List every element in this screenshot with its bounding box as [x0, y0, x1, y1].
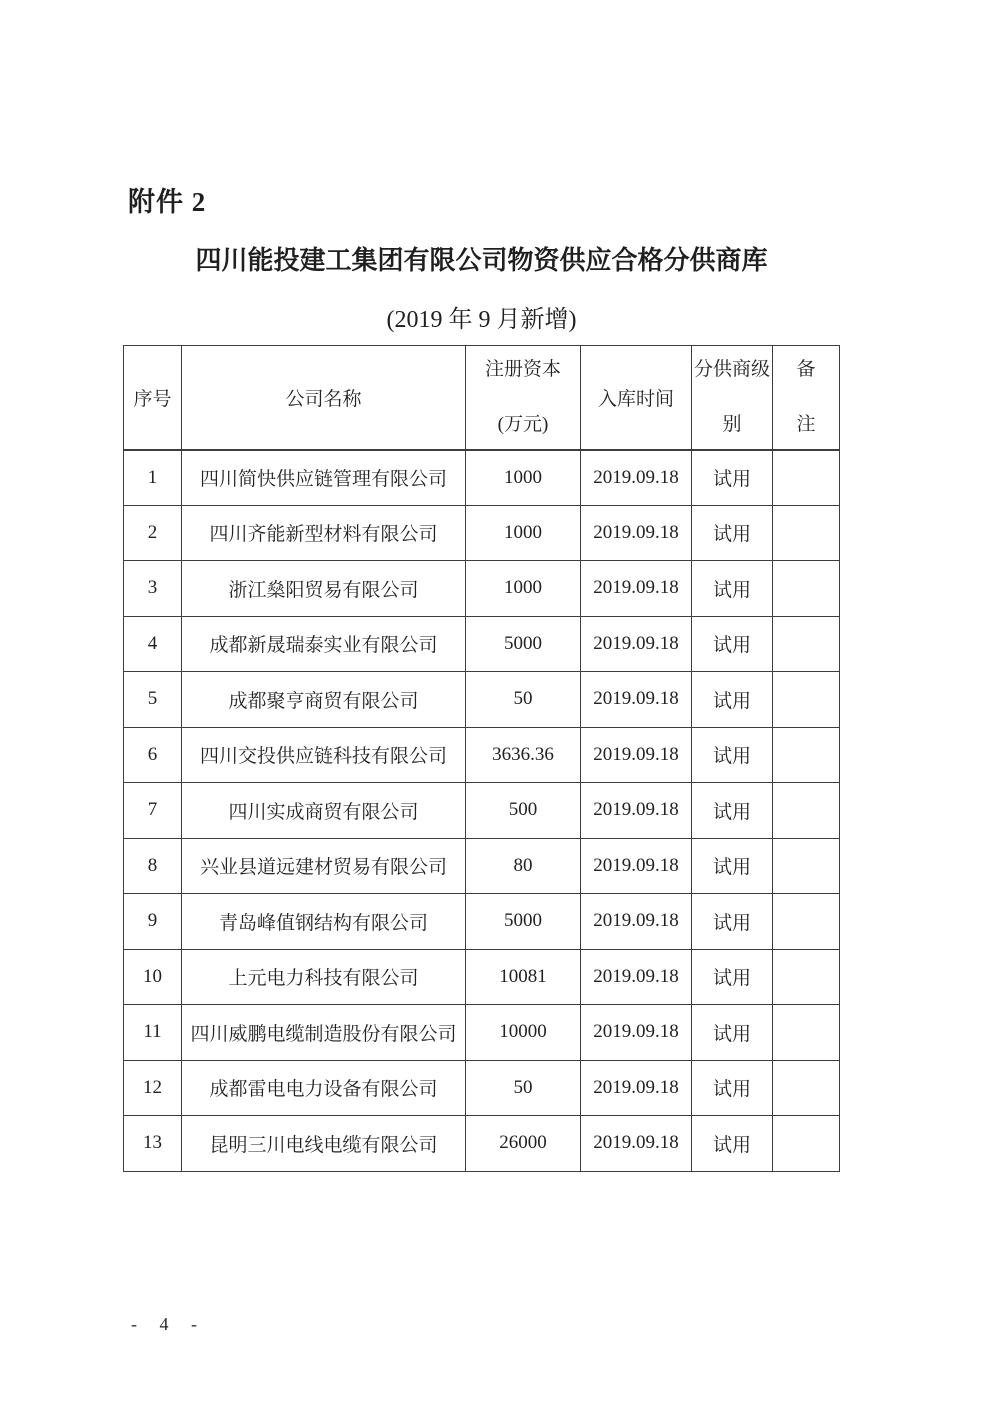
table-row	[124, 838, 840, 894]
cell-index: 10	[124, 949, 182, 1005]
cell-capital: 5000	[466, 894, 581, 950]
cell-level: 试用	[692, 450, 773, 506]
header-cell-level	[692, 346, 773, 450]
cell-capital: 3636.36	[466, 727, 581, 783]
table-row	[124, 505, 840, 561]
cell-remark	[773, 894, 840, 950]
cell-level: 试用	[692, 727, 773, 783]
cell-level: 试用	[692, 894, 773, 950]
cell-index: 6	[124, 727, 182, 783]
cell-index: 5	[124, 672, 182, 728]
cell-date: 2019.09.18	[581, 727, 692, 783]
table-row	[124, 727, 840, 783]
cell-capital: 5000	[466, 616, 581, 672]
cell-index: 13	[124, 1116, 182, 1172]
cell-date: 2019.09.18	[581, 838, 692, 894]
header-level-label-line2: 别	[722, 414, 742, 436]
cell-company: 成都雷电电力设备有限公司	[182, 1060, 466, 1116]
table-row	[124, 450, 840, 506]
cell-company: 浙江燊阳贸易有限公司	[182, 561, 466, 617]
cell-remark	[773, 1005, 840, 1061]
cell-company: 成都新晟瑞泰实业有限公司	[182, 616, 466, 672]
cell-date: 2019.09.18	[581, 894, 692, 950]
cell-date: 2019.09.18	[581, 1116, 692, 1172]
cell-remark	[773, 1116, 840, 1172]
cell-date: 2019.09.18	[581, 561, 692, 617]
cell-date: 2019.09.18	[581, 1060, 692, 1116]
cell-capital: 50	[466, 1060, 581, 1116]
cell-capital: 10000	[466, 1005, 581, 1061]
header-remark-label-line1: 备	[796, 359, 816, 381]
cell-company: 兴业县道远建材贸易有限公司	[182, 838, 466, 894]
cell-capital: 1000	[466, 450, 581, 506]
header-capital-label-line2: (万元)	[497, 414, 549, 436]
table-row	[124, 949, 840, 1005]
header-company-label: 公司名称	[285, 388, 362, 410]
cell-date: 2019.09.18	[581, 450, 692, 506]
table-row	[124, 1116, 840, 1172]
cell-level: 试用	[692, 561, 773, 617]
cell-index: 9	[124, 894, 182, 950]
cell-capital: 1000	[466, 505, 581, 561]
cell-level: 试用	[692, 838, 773, 894]
cell-capital: 80	[466, 838, 581, 894]
header-capital-label-line1: 注册资本	[484, 359, 561, 381]
page-number: - 4 -	[131, 1314, 206, 1334]
header-index-label: 序号	[133, 388, 172, 410]
header-cell-capital	[466, 346, 581, 450]
cell-capital: 50	[466, 672, 581, 728]
cell-date: 2019.09.18	[581, 1005, 692, 1061]
cell-company: 四川交投供应链科技有限公司	[182, 727, 466, 783]
page-title: 四川能投建工集团有限公司物资供应合格分供商库	[195, 246, 768, 275]
cell-date: 2019.09.18	[581, 505, 692, 561]
page-subtitle: (2019 年 9 月新增)	[386, 307, 577, 333]
cell-capital: 26000	[466, 1116, 581, 1172]
table-row	[124, 672, 840, 728]
cell-index: 4	[124, 616, 182, 672]
cell-level: 试用	[692, 1005, 773, 1061]
cell-company: 青岛峰值钢结构有限公司	[182, 894, 466, 950]
cell-index: 12	[124, 1060, 182, 1116]
supplier-table-container	[123, 345, 840, 1172]
cell-remark	[773, 1060, 840, 1116]
attachment-label: 附件 2	[128, 187, 207, 217]
cell-company: 四川威鹏电缆制造股份有限公司	[182, 1005, 466, 1061]
header-cell-date	[581, 346, 692, 450]
cell-level: 试用	[692, 949, 773, 1005]
table-row	[124, 783, 840, 839]
cell-index: 3	[124, 561, 182, 617]
cell-index: 1	[124, 450, 182, 506]
cell-remark	[773, 783, 840, 839]
header-cell-index	[124, 346, 182, 450]
supplier-table-body	[124, 450, 840, 1172]
cell-level: 试用	[692, 505, 773, 561]
cell-index: 11	[124, 1005, 182, 1061]
cell-capital: 1000	[466, 561, 581, 617]
cell-remark	[773, 727, 840, 783]
table-row	[124, 1005, 840, 1061]
cell-date: 2019.09.18	[581, 616, 692, 672]
cell-company: 昆明三川电线电缆有限公司	[182, 1116, 466, 1172]
header-date-label: 入库时间	[597, 388, 674, 410]
cell-index: 2	[124, 505, 182, 561]
cell-level: 试用	[692, 672, 773, 728]
cell-remark	[773, 672, 840, 728]
supplier-table-header	[124, 346, 840, 450]
cell-level: 试用	[692, 616, 773, 672]
table-row	[124, 1060, 840, 1116]
cell-remark	[773, 450, 840, 506]
cell-index: 8	[124, 838, 182, 894]
cell-company: 四川实成商贸有限公司	[182, 783, 466, 839]
cell-company: 四川齐能新型材料有限公司	[182, 505, 466, 561]
cell-level: 试用	[692, 1060, 773, 1116]
cell-remark	[773, 561, 840, 617]
table-row	[124, 561, 840, 617]
cell-index: 7	[124, 783, 182, 839]
cell-remark	[773, 505, 840, 561]
header-cell-company	[182, 346, 466, 450]
cell-remark	[773, 616, 840, 672]
cell-remark	[773, 838, 840, 894]
table-row	[124, 894, 840, 950]
cell-level: 试用	[692, 783, 773, 839]
cell-company: 成都聚亨商贸有限公司	[182, 672, 466, 728]
cell-company: 上元电力科技有限公司	[182, 949, 466, 1005]
table-row	[124, 616, 840, 672]
supplier-table	[123, 345, 840, 1172]
header-row	[124, 346, 840, 450]
cell-date: 2019.09.18	[581, 672, 692, 728]
header-remark-label-line2: 注	[796, 414, 816, 436]
cell-company: 四川简快供应链管理有限公司	[182, 450, 466, 506]
header-level-label-line1: 分供商级	[693, 359, 770, 381]
cell-remark	[773, 949, 840, 1005]
cell-level: 试用	[692, 1116, 773, 1172]
cell-capital: 10081	[466, 949, 581, 1005]
header-cell-remark	[773, 346, 840, 450]
cell-date: 2019.09.18	[581, 783, 692, 839]
cell-capital: 500	[466, 783, 581, 839]
cell-date: 2019.09.18	[581, 949, 692, 1005]
